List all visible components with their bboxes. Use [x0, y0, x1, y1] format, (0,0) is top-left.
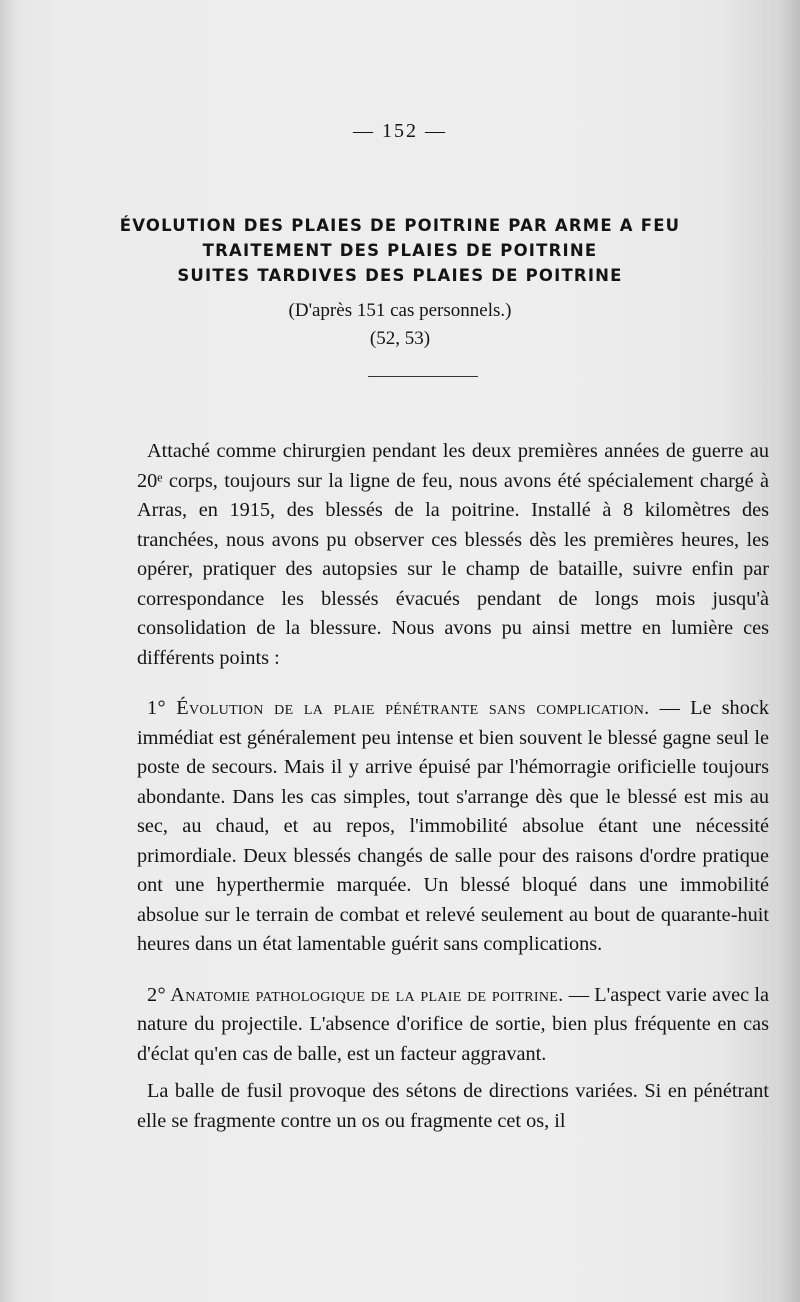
chapter-heading-1: ÉVOLUTION DES PLAIES DE POITRINE PAR ARME A FEU	[119, 216, 681, 235]
body-text	[137, 437, 769, 1136]
chapter-heading-3: SUITES TARDIVES DES PLAIES DE POITRINE	[177, 266, 623, 285]
paragraph-text: — Le shock immédiat est généralement peu intense et bien souvent le blessé gagne seul le poste de secours. Mais il y arrive épuisé par l'hémorragie orificielle toujours abondante. Dans les cas simples, tout s'arrange dès que le blessé est mis au sec, au chaud, et au repos, l'immobilité absolue étant une nécessité primordiale. Deux blessés changés de salle pour des raisons d'ordre pratique ont une hyperthermie marquée. Un blessé bloqué dans une immobilité absolue sur le terrain de combat et relevé seulement au bout de quarante-huit heures dans un état lamentable guérit sans complications.	[137, 697, 769, 955]
separator-rule	[368, 376, 478, 377]
chapter-heading-2: TRAITEMENT DES PLAIES DE POITRINE	[202, 241, 598, 260]
source-note: (D'après 151 cas personnels.)	[288, 300, 512, 321]
paragraph-evolution	[137, 694, 769, 960]
paragraph-text: La balle de fusil provoque des sétons de directions variées. Si en pénétrant elle se fragmente contre un os ou fragmente cet os, il	[137, 1080, 769, 1132]
section-lead: 1° Évolution de la plaie pénétrante sans complication.	[147, 697, 650, 719]
paragraph-text: — L'aspect varie avec la nature du projectile. L'absence d'orifice de sortie, bien plus fréquente en cas d'éclat qu'en cas de balle, est un facteur aggravant.	[137, 983, 769, 1065]
section-lead: 2° Anatomie pathologique de la plaie de poitrine.	[147, 983, 564, 1006]
figure-references: (52, 53)	[369, 328, 431, 349]
source-note-block	[0, 297, 800, 353]
paragraph-bullet	[137, 1077, 769, 1136]
paragraph-text: Attaché comme chirurgien pendant les deux premières années de guerre au 20ᵉ corps, toujours sur la ligne de feu, nous avons été spécialement chargé à Arras, en 1915, des blessés de la poitrine. Installé à 8 kilomètres des tranchées, nous avons pu observer ces blessés dès les premières heures, les opérer, pratiquer des autopsies sur le champ de bataille, suivre enfin par correspondance les blessés évacués pendant de longs mois jusqu'à consolidation de la blessure. Nous avons pu ainsi mettre en lumière ces différents points :	[137, 440, 769, 669]
paragraph-anatomy	[137, 981, 769, 1070]
paragraph-intro	[137, 437, 769, 673]
page-number: — 152 —	[353, 120, 447, 142]
chapter-headings	[0, 213, 800, 288]
